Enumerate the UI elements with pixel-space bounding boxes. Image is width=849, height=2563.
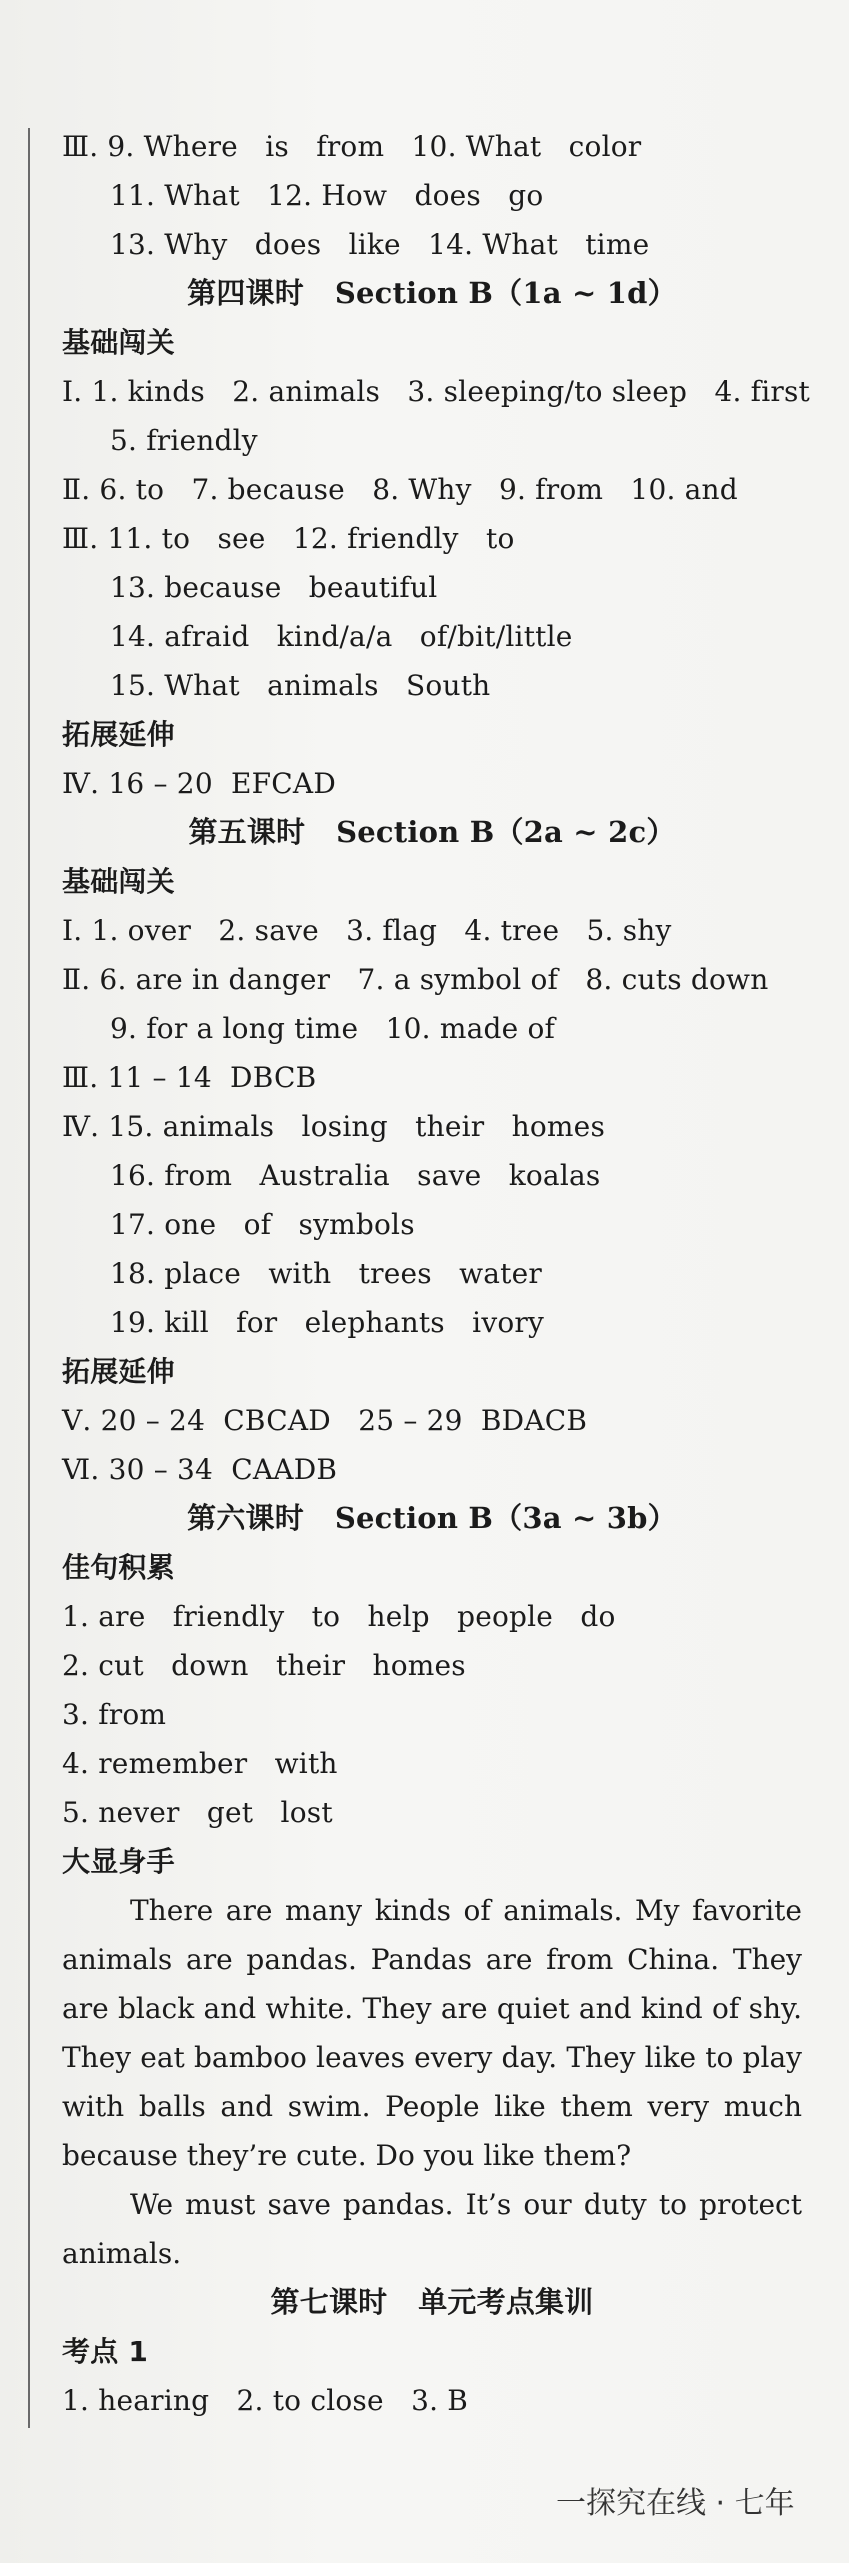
essay (62, 1886, 802, 2278)
answer-content (62, 122, 810, 2425)
answer-line: 18. place with trees water (110, 1257, 542, 1290)
answer-line: 13. Why does like 14. What time (110, 228, 650, 261)
answer-line: Ⅰ. 1. over 2. save 3. flag 4. tree 5. shy (62, 914, 672, 947)
answer-line: 5. friendly (110, 424, 258, 457)
essay-paragraph: We must save pandas. It’s our duty to protect animals. (62, 2188, 802, 2270)
answer-line: 15. What animals South (110, 669, 491, 702)
answer-line: 9. for a long time 10. made of (110, 1012, 556, 1045)
margin-rule (28, 128, 30, 2428)
answer-line: 14. afraid kind/a/a of/bit/little (110, 620, 573, 653)
answer-line: 11. What 12. How does go (110, 179, 544, 212)
answer-line: 1. are friendly to help people do (62, 1600, 616, 1633)
section-heading: 考点 1 (62, 2335, 149, 2368)
answer-line: Ⅵ. 30 – 34 CAADB (62, 1453, 338, 1486)
answer-line: 17. one of symbols (110, 1208, 415, 1241)
footer-label: 一探究在线 · 七年 (556, 2486, 795, 2521)
tail-lines (62, 2278, 802, 2425)
lesson-title: 第五课时 Section B（2a ~ 2c） (188, 815, 676, 849)
answer-line: 5. never get lost (62, 1796, 333, 1829)
lesson-title: 第六课时 Section B（3a ~ 3b） (187, 1501, 677, 1535)
section-heading: 基础闯关 (62, 865, 175, 898)
answer-line: 19. kill for elephants ivory (110, 1306, 545, 1339)
lesson-title: 第七课时 单元考点集训 (270, 2285, 594, 2319)
answer-line: Ⅱ. 6. are in danger 7. a symbol of 8. cuts down (62, 963, 769, 996)
answer-lines (62, 122, 810, 1886)
answer-line: Ⅳ. 15. animals losing their homes (62, 1110, 606, 1143)
answer-line: Ⅳ. 16 – 20 EFCAD (62, 767, 336, 800)
answer-line: Ⅲ. 11. to see 12. friendly to (62, 522, 515, 555)
answer-line: 3. from (62, 1698, 167, 1731)
answer-line: 2. cut down their homes (62, 1649, 466, 1682)
section-heading: 大显身手 (62, 1845, 175, 1878)
answer-line: 4. remember with (62, 1747, 338, 1780)
section-heading: 拓展延伸 (62, 1355, 175, 1388)
answer-line: Ⅰ. 1. kinds 2. animals 3. sleeping/to sleep 4. first (62, 375, 810, 408)
answer-line: Ⅲ. 9. Where is from 10. What color (62, 130, 642, 163)
essay-paragraph: There are many kinds of animals. My favorite animals are pandas. Pandas are from China. They are black and white. They are quiet and kind of shy. They eat bamboo leaves every day. They like to play with balls and swim. People like them very much because they’re cute. Do you like them? (62, 1894, 802, 2172)
answer-line: Ⅴ. 20 – 24 CBCAD 25 – 29 BDACB (62, 1404, 588, 1437)
answer-line: Ⅱ. 6. to 7. because 8. Why 9. from 10. and (62, 473, 738, 506)
section-heading: 佳句积累 (62, 1551, 175, 1584)
section-heading: 拓展延伸 (62, 718, 175, 751)
answer-line: Ⅲ. 11 – 14 DBCB (62, 1061, 317, 1094)
section-heading: 基础闯关 (62, 326, 175, 359)
answer-line: 1. hearing 2. to close 3. B (62, 2384, 469, 2417)
answer-line: 13. because beautiful (110, 571, 438, 604)
lesson-title: 第四课时 Section B（1a ~ 1d） (187, 276, 677, 310)
answer-line: 16. from Australia save koalas (110, 1159, 601, 1192)
